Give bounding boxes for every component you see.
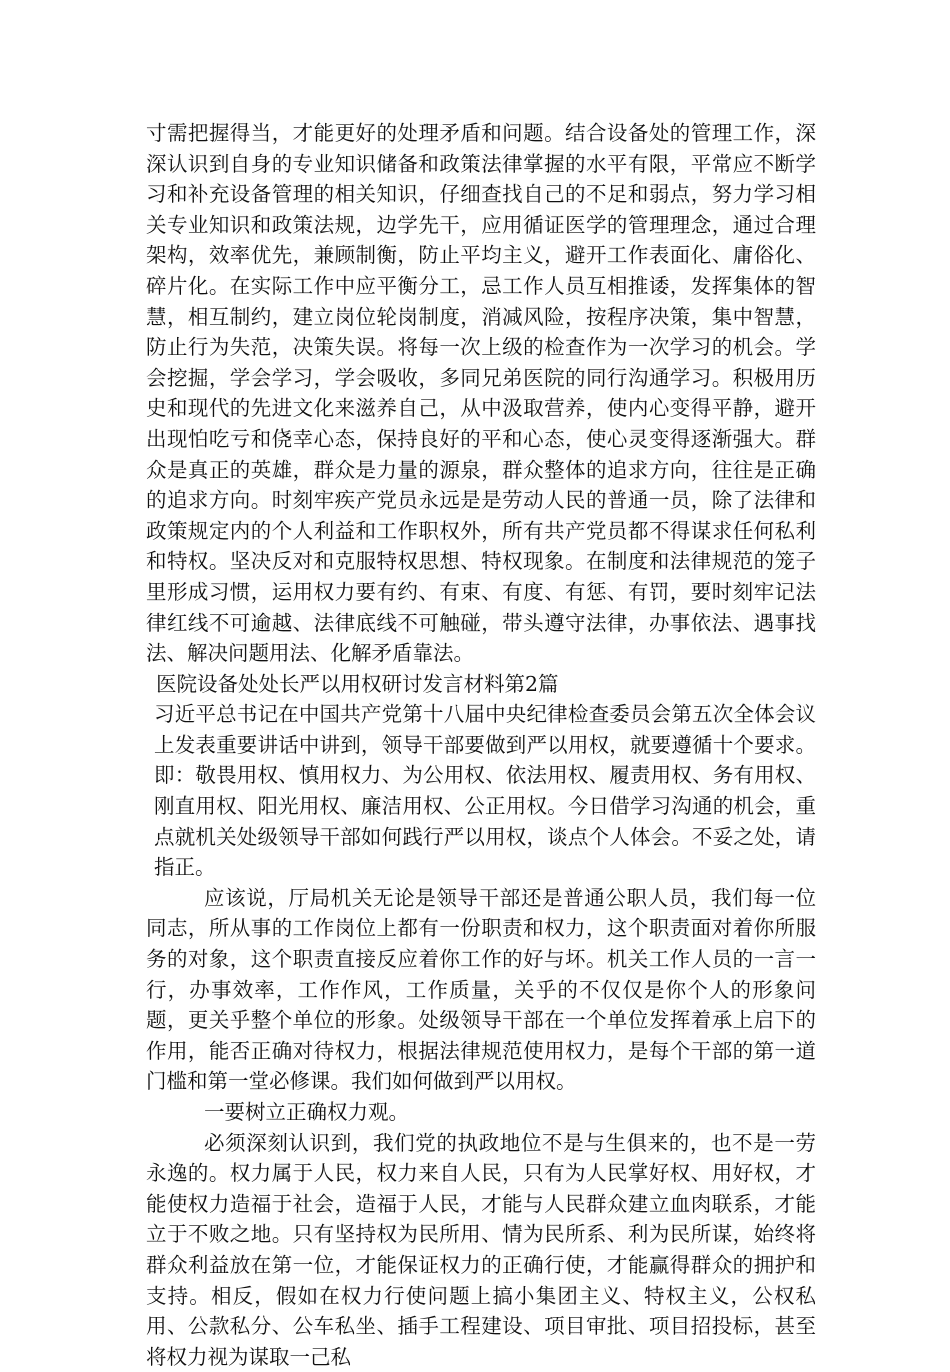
paragraph-continued: 寸需把握得当，才能更好的处理矛盾和问题。结合设备处的管理工作，深深认识到自身的专业知识储备和政策法律掌握的水平有限，平常应不断学习和补充设备管理的相关知识，仔细查找自己的不足和弱点，努力学习相关专业知识和政策法规，边学先干，应用循证医学的管理理念，通过合理架构，效率优先，兼顾制衡，防止平均主义，避开工作表面化、庸俗化、碎片化。在实际工作中应平衡分工，忌工作人员互相推诿，发挥集体的智慧，相互制约，建立岗位轮岗制度，消减风险，按程序决策，集中智慧，防止行为失范，决策失误。将每一次上级的检查作为一次学习的机会。学会挖掘，学会学习，学会吸收，多同兄弟医院的同行沟通学习。积极用历史和现代的先进文化来滋养自己，从中汲取营养，使内心变得平静，避开出现怕吃亏和侥幸心态，保持良好的平和心态，使心灵变得逐渐强大。群众是真正的英雄，群众是力量的源泉，群众整体的追求方向，往往是正确的追求方向。时刻牢疾产党员永远是是劳动人民的普通一员，除了法律和政策规定内的个人利益和工作职权外，所有共产党员都不得谋求任何私利和特权。坚决反对和克服特权思想、特权现象。在制度和法律规范的笼子里形成习惯，运用权力要有约、有束、有度、有惩、有罚，要时刻牢记法律红线不可逾越、法律底线不可触碰，带头遵守法律，办事依法、遇事找法、解决问题用法、化解矛盾靠法。 xyxy=(146,121,816,666)
paragraph-body: 应该说，厅局机关无论是领导干部还是普通公职人员，我们每一位同志，所从事的工作岗位上都有一份职责和权力，这个职责面对着你所服务的对象，这个职责直接反应着你工作的好与坏。机关工作人员的一言一行，办事效率，工作作风，工作质量，关乎的不仅仅是你个人的形象问题，更关乎整个单位的形象。处级领导干部在一个单位发挥着承上启下的作用，能否正确对待权力，根据法律规范使用权力，是每个干部的第一道门槛和第一堂必修课。我们如何做到严以用权。 xyxy=(146,885,816,1094)
paragraph-section: 必须深刻认识到，我们党的执政地位不是与生俱来的，也不是一劳永逸的。权力属于人民，权力来自人民，只有为人民掌好权、用好权，才能使权力造福于社会，造福于人民，才能与人民群众建立血肉联系，才能立于不败之地。只有坚持权为民所用、情为民所系、利为民所谋，始终将群众利益放在第一位，才能保证权力的正确行使，才能赢得群众的拥护和支持。相反，假如在权力行使问题上搞小集团主义、特权主义，公权私用、公款私分、公车私坐、插手工程建设、项目审批、项目招投标，甚至将权力视为谋取一己私 xyxy=(146,1130,816,1369)
section-heading: 一要树立正确权力观。 xyxy=(204,1100,409,1124)
document-page xyxy=(146,118,816,1372)
article-title: 医院设备处处长严以用权研讨发言材料第2篇 xyxy=(156,671,559,696)
paragraph-intro: 习近平总书记在中国共产党第十八届中央纪律检查委员会第五次全体会议上发表重要讲话中讲到，领导干部要做到严以用权，就要遵循十个要求。即：敬畏用权、慎用权力、为公用权、依法用权、履责用权、务有用权、刚直用权、阳光用权、廉洁用权、公正用权。今日借学习沟通的机会，重点就机关处级领导干部如何践行严以用权，谈点个人体会。不妥之处，请指正。 xyxy=(154,702,816,880)
